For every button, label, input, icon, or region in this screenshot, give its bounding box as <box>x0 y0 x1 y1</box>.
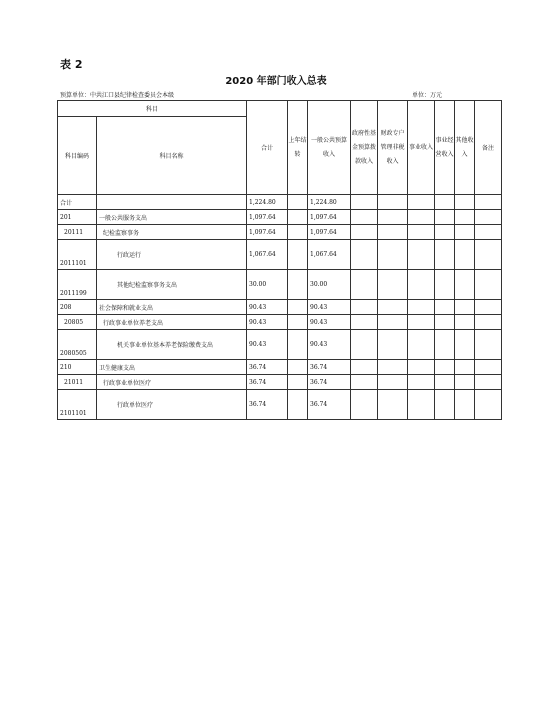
row-name: 行政事业单位养老支出 <box>97 315 247 330</box>
row-general: 90.43 <box>308 330 351 360</box>
row-general: 1,097.64 <box>308 210 351 225</box>
row-carryover <box>288 300 308 315</box>
row-name: 一般公共服务支出 <box>97 210 247 225</box>
row-carryover <box>288 360 308 375</box>
row-general: 1,097.64 <box>308 225 351 240</box>
table-row <box>58 330 502 360</box>
row-code: 2101101 <box>58 390 97 420</box>
row-carryover <box>288 315 308 330</box>
row-name: 行政单位医疗 <box>97 390 247 420</box>
row-general: 36.74 <box>308 390 351 420</box>
row-name: 机关事业单位基本养老保险缴费支出 <box>97 330 247 360</box>
header-operating-income: 事业经营收入 <box>435 101 455 195</box>
row-total: 90.43 <box>247 300 288 315</box>
row-total: 90.43 <box>247 315 288 330</box>
row-name <box>97 195 247 210</box>
row-name: 卫生健康支出 <box>97 360 247 375</box>
row-general: 90.43 <box>308 300 351 315</box>
row-total: 30.00 <box>247 270 288 300</box>
row-code: 合计 <box>58 195 97 210</box>
row-general: 1,224.80 <box>308 195 351 210</box>
document-title: 2020 年部门收入总表 <box>225 76 327 87</box>
row-name: 行政运行 <box>97 240 247 270</box>
income-table <box>57 100 502 420</box>
table-row <box>58 390 502 420</box>
header-subject: 科目 <box>58 101 247 117</box>
header-career-income: 事业收入 <box>408 101 435 195</box>
row-code: 208 <box>58 300 97 315</box>
row-carryover <box>288 390 308 420</box>
row-name: 社会保障和就业支出 <box>97 300 247 315</box>
row-carryover <box>288 270 308 300</box>
row-total: 1,224.80 <box>247 195 288 210</box>
row-code: 2080505 <box>58 330 97 360</box>
row-carryover <box>288 330 308 360</box>
header-carryover: 上年结转 <box>288 101 308 195</box>
row-general: 1,067.64 <box>308 240 351 270</box>
header-special-account: 财政专户管理非税收入 <box>378 101 408 195</box>
header-other-income: 其他收入 <box>455 101 475 195</box>
row-code: 20111 <box>58 225 97 240</box>
row-name: 行政事业单位医疗 <box>97 375 247 390</box>
header-general-budget: 一般公共预算收入 <box>308 101 351 195</box>
row-general: 30.00 <box>308 270 351 300</box>
row-name: 其他纪检监察事务支出 <box>97 270 247 300</box>
row-code: 2011199 <box>58 270 97 300</box>
row-total: 1,097.64 <box>247 210 288 225</box>
header-total: 合计 <box>247 101 288 195</box>
row-total: 36.74 <box>247 375 288 390</box>
header-subject-code: 科目编码 <box>58 117 97 195</box>
table-row <box>58 360 502 375</box>
row-carryover <box>288 240 308 270</box>
budget-unit: 预算单位：中共江口县纪律检查委员会本级 <box>60 92 175 99</box>
header-fund-budget: 政府性基金预算拨款收入 <box>351 101 378 195</box>
row-total: 1,097.64 <box>247 225 288 240</box>
table-label: 表 2 <box>60 58 83 71</box>
table-row <box>58 225 502 240</box>
table-row <box>58 300 502 315</box>
row-total: 1,067.64 <box>247 240 288 270</box>
row-code: 210 <box>58 360 97 375</box>
table-row <box>58 315 502 330</box>
row-total: 36.74 <box>247 360 288 375</box>
row-carryover <box>288 225 308 240</box>
row-total: 36.74 <box>247 390 288 420</box>
row-carryover <box>288 210 308 225</box>
row-general: 36.74 <box>308 375 351 390</box>
table-row <box>58 240 502 270</box>
row-code: 201 <box>58 210 97 225</box>
row-total: 90.43 <box>247 330 288 360</box>
row-code: 2011101 <box>58 240 97 270</box>
row-name: 纪检监察事务 <box>97 225 247 240</box>
header-row-1 <box>58 101 502 117</box>
row-carryover <box>288 375 308 390</box>
row-carryover <box>288 195 308 210</box>
row-code: 21011 <box>58 375 97 390</box>
header-remark: 备注 <box>475 101 502 195</box>
currency-unit: 单位：万元 <box>412 92 443 99</box>
table-row <box>58 210 502 225</box>
row-code: 20805 <box>58 315 97 330</box>
header-subject-name: 科目名称 <box>97 117 247 195</box>
table-row <box>58 270 502 300</box>
table-row <box>58 375 502 390</box>
row-general: 36.74 <box>308 360 351 375</box>
table-row <box>58 195 502 210</box>
row-general: 90.43 <box>308 315 351 330</box>
